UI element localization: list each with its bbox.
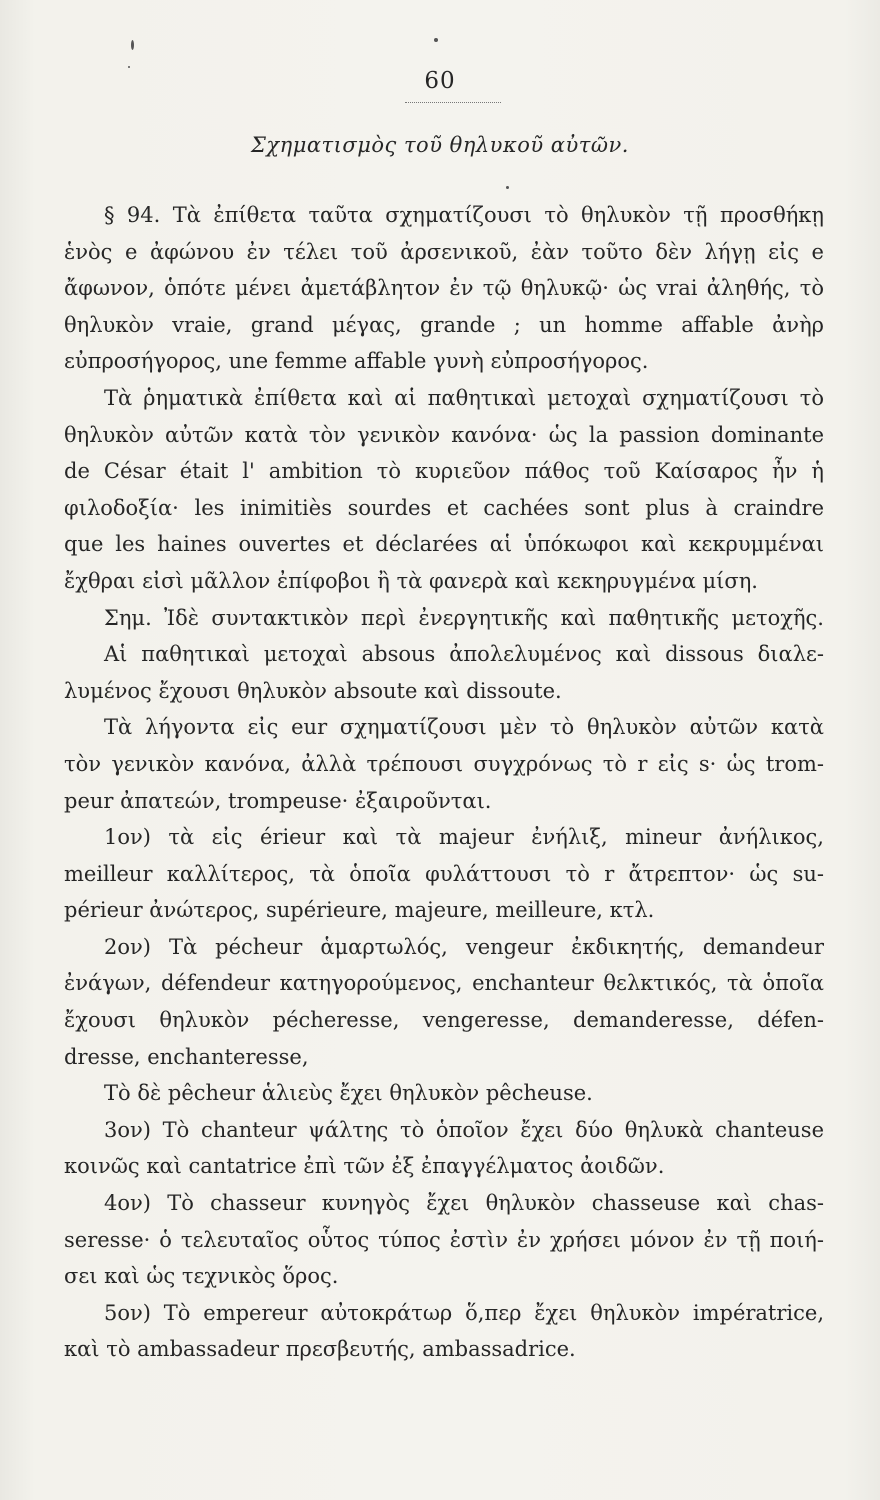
- text-line: peur ἀπατεών, trompeuse· ἐξαιροῦνται.: [64, 788, 492, 813]
- text-line: καὶ τὸ ambassadeur πρεσβευτής, ambassadrice.: [64, 1337, 576, 1362]
- text-line: ἔχουσι θηλυκὸν pécheresse, vengeresse, demanderesse, défen-: [64, 1008, 824, 1033]
- section-title: Σχηματισμὸς τοῦ θηλυκοῦ αὐτῶν.: [251, 133, 629, 157]
- text-line: de César était l' ambition τὸ κυριεῦον πάθος τοῦ Καίσαρος ἦν ἡ: [64, 459, 824, 484]
- text-line: dresse, enchanteresse,: [64, 1044, 309, 1069]
- text-line: ἔχθραι εἰσὶ μᾶλλον ἐπίφοβοι ἢ τὰ φανερὰ καὶ κεκηρυγμένα μίση.: [64, 568, 758, 593]
- page-number: 60: [424, 68, 456, 94]
- text-line: Τὰ ῥηματικὰ ἐπίθετα καὶ αἱ παθητικαὶ μετοχαὶ σχηματίζουσι τὸ: [104, 385, 824, 410]
- text-line: ἑνὸς e ἀφώνου ἐν τέλει τοῦ ἀρσενικοῦ, ἐὰν τοῦτο δὲν λήγῃ εἰς e: [64, 239, 824, 264]
- text-line: τὸν γενικὸν κανόνα, ἀλλὰ τρέπουσι συγχρόνως τὸ r εἰς s· ὡς trom-: [64, 751, 824, 776]
- text-line: 1ον) τὰ εἰς érieur καὶ τὰ majeur ἐνήλιξ, mineur ἀνήλικος,: [104, 825, 824, 850]
- text-line: φιλοδοξία· les inimitiès sourdes et cachées sont plus à craindre: [64, 495, 824, 520]
- text-line: θηλυκὸν vraie, grand μέγας, grande ; un homme affable ἀνὴρ: [64, 312, 824, 337]
- text-line: λυμένος ἔχουσι θηλυκὸν absoute καὶ dissoute.: [64, 678, 562, 703]
- text-line: ἐνάγων, défendeur κατηγορούμενος, enchanteur θελκτικός, τὰ ὁποῖα: [64, 971, 824, 996]
- text-line: que les haines ouvertes et déclarées αἱ ὑπόκωφοι καὶ κεκρυμμέναι: [64, 532, 824, 557]
- text-line: ἄφωνον, ὁπότε μένει ἀμετάβλητον ἐν τῷ θηλυκῷ· ὡς vrai ἀληθής, τὸ: [64, 276, 824, 301]
- paper-speck: [128, 66, 130, 68]
- body-text: [64, 197, 824, 1368]
- paper-speck: [506, 186, 509, 189]
- text-line: seresse· ὁ τελευταῖος οὗτος τύπος ἐστὶν ἐν χρήσει μόνον ἐν τῇ ποιή-: [64, 1227, 824, 1252]
- text-line: Τὸ δὲ pêcheur ἁλιεὺς ἔχει θηλυκὸν pêcheuse.: [104, 1081, 593, 1106]
- text-line: 5ον) Τὸ empereur αὐτοκράτωρ ὅ,περ ἔχει θηλυκὸν impératrice,: [104, 1300, 824, 1325]
- text-line: Σημ. Ἰδὲ συντακτικὸν περὶ ἐνεργητικῆς καὶ παθητικῆς μετοχῆς.: [104, 605, 824, 630]
- text-line: εὐπροσήγορος, une femme affable γυνὴ εὐπροσήγορος.: [64, 349, 649, 374]
- paper-speck: [131, 40, 134, 50]
- text-line: Αἱ παθητικαὶ μετοχαὶ absous ἀπολελυμένος καὶ dissous διαλε-: [104, 642, 824, 667]
- text-line: périeur ἀνώτερος, supérieure, majeure, meilleure, κτλ.: [64, 898, 655, 923]
- text-line: κοινῶς καὶ cantatrice ἐπὶ τῶν ἐξ ἐπαγγέλματος ἀοιδῶν.: [64, 1154, 665, 1179]
- page-number-rule: [405, 102, 501, 103]
- text-line: meilleur καλλίτερος, τὰ ὁποῖα φυλάττουσι τὸ r ἄτρεπτον· ὡς su-: [64, 861, 824, 886]
- text-line: 4ον) Τὸ chasseur κυνηγὸς ἔχει θηλυκὸν chasseuse καὶ chas-: [104, 1191, 824, 1216]
- text-line: θηλυκὸν αὐτῶν κατὰ τὸν γενικὸν κανόνα· ὡς la passion dominante: [64, 422, 824, 447]
- paper-speck: [434, 38, 438, 42]
- text-line: Τὰ λήγοντα εἰς eur σχηματίζουσι μὲν τὸ θηλυκὸν αὐτῶν κατὰ: [104, 715, 824, 740]
- text-line: 2ον) Τὰ pécheur ἁμαρτωλός, vengeur ἐκδικητής, demandeur: [104, 934, 824, 959]
- text-line: σει καὶ ὡς τεχνικὸς ὅρος.: [64, 1264, 339, 1289]
- text-line: 3ον) Τὸ chanteur ψάλτης τὸ ὁποῖον ἔχει δύο θηλυκὰ chanteuse: [104, 1117, 824, 1142]
- text-line: § 94. Τὰ ἐπίθετα ταῦτα σχηματίζουσι τὸ θηλυκὸν τῇ προσθήκῃ: [104, 203, 824, 227]
